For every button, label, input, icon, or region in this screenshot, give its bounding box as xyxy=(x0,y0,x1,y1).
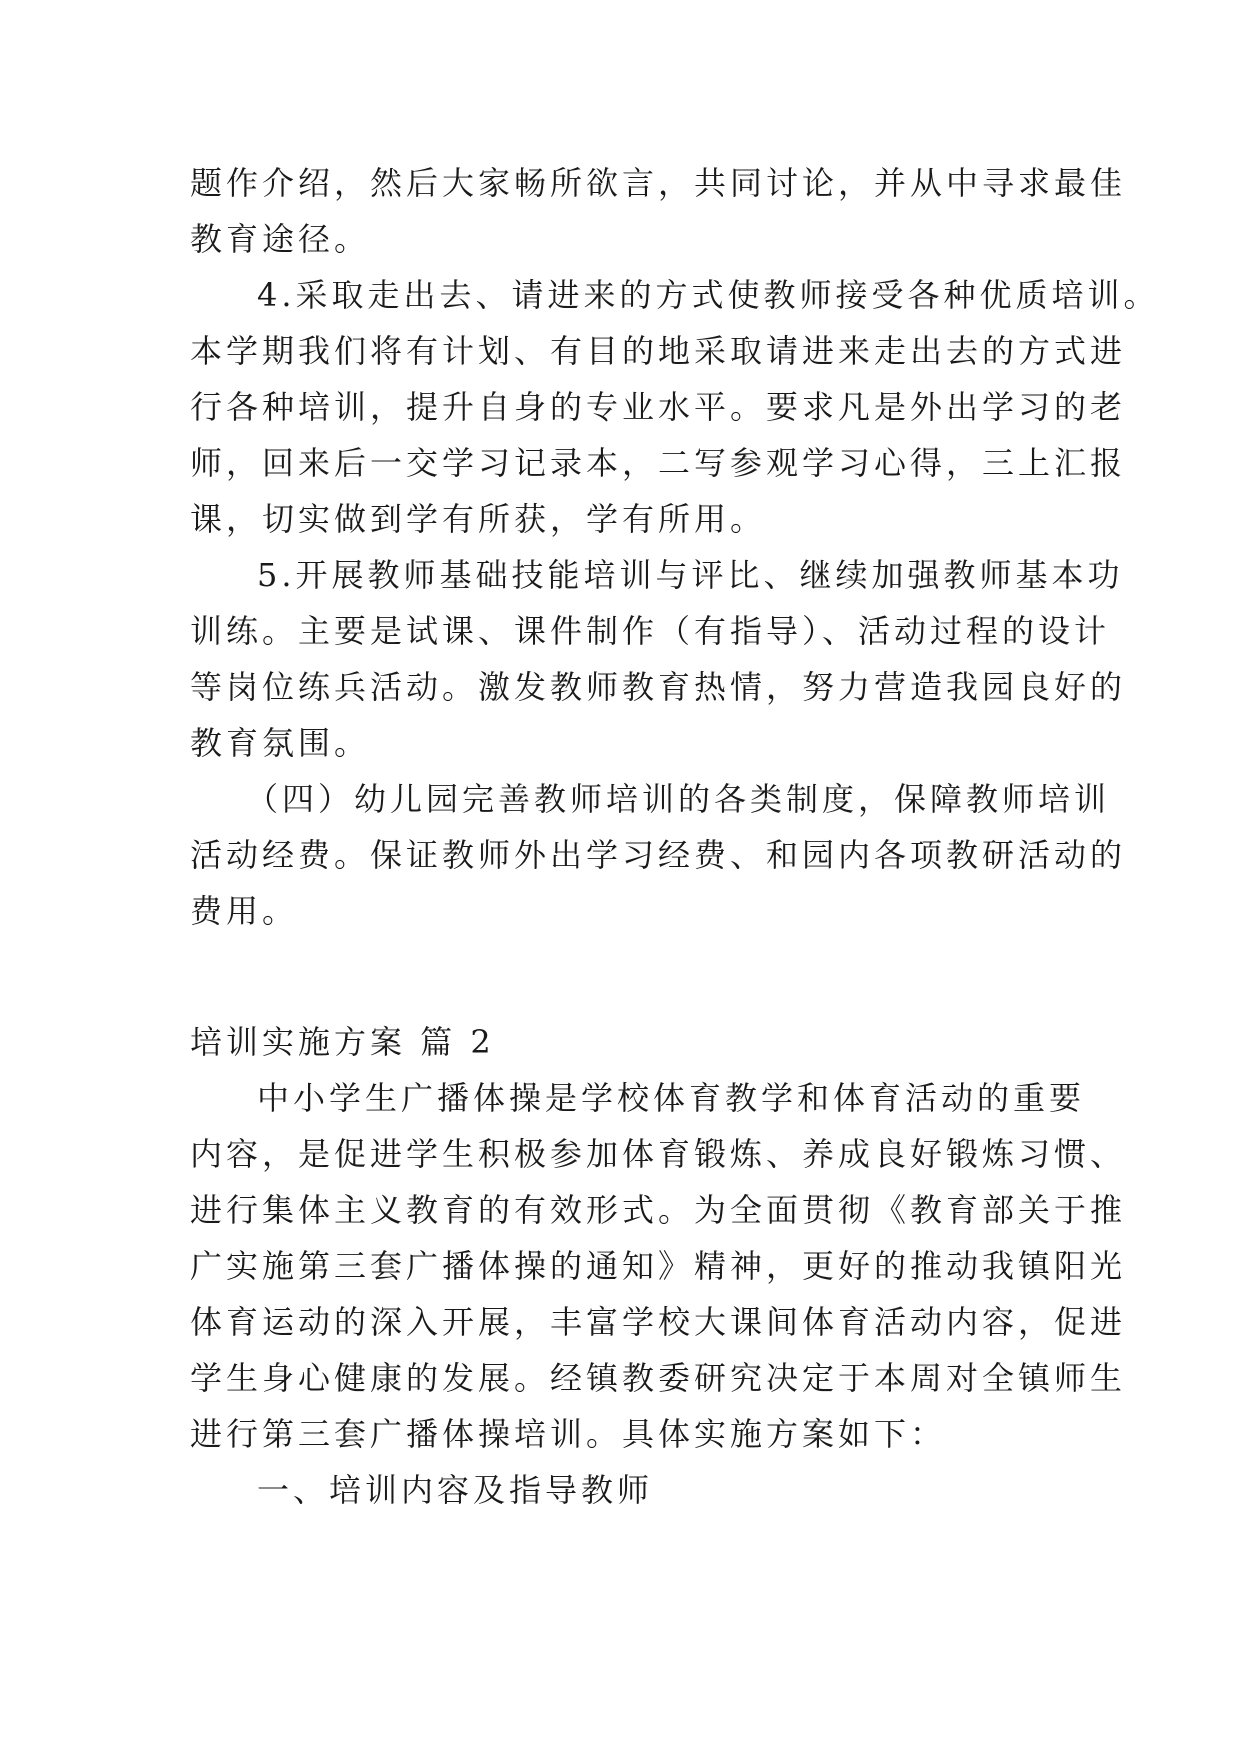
paragraph-line: 等岗位练兵活动。激发教师教育热情，努力营造我园良好的 xyxy=(190,668,1127,706)
paragraph-line: 学生身心健康的发展。经镇教委研究决定于本周对全镇师生 xyxy=(190,1359,1127,1397)
section-heading: 一、培训内容及指导教师 xyxy=(257,1471,654,1509)
paragraph-line: 费用。 xyxy=(190,892,299,930)
paragraph-line: 题作介绍，然后大家畅所欲言，共同讨论，并从中寻求最佳 xyxy=(190,164,1127,202)
paragraph-line: 课，切实做到学有所获，学有所用。 xyxy=(190,500,767,538)
paragraph-line: （四）幼儿园完善教师培训的各类制度，保障教师培训 xyxy=(246,780,1111,818)
paragraph-line: 行各种培训，提升自身的专业水平。要求凡是外出学习的老 xyxy=(190,388,1127,426)
paragraph-line: 教育途径。 xyxy=(190,220,371,258)
paragraph-line: 活动经费。保证教师外出学习经费、和园内各项教研活动的 xyxy=(190,836,1127,874)
paragraph-line: 5.开展教师基础技能培训与评比、继续加强教师基本功 xyxy=(257,556,1124,594)
paragraph-line: 内容，是促进学生积极参加体育锻炼、养成良好锻炼习惯、 xyxy=(190,1135,1127,1173)
paragraph-line: 4.采取走出去、请进来的方式使教师接受各种优质培训。 xyxy=(257,276,1160,314)
paragraph-line: 本学期我们将有计划、有目的地采取请进来走出去的方式进 xyxy=(190,332,1127,370)
paragraph-line: 进行第三套广播体操培训。具体实施方案如下： xyxy=(190,1415,947,1453)
paragraph-line: 体育运动的深入开展，丰富学校大课间体育活动内容，促进 xyxy=(190,1303,1127,1341)
paragraph-line: 中小学生广播体操是学校体育教学和体育活动的重要 xyxy=(257,1079,1086,1117)
paragraph-line: 训练。主要是试课、课件制作（有指导）、活动过程的设计 xyxy=(190,612,1111,650)
paragraph-line: 进行集体主义教育的有效形式。为全面贯彻《教育部关于推 xyxy=(190,1191,1127,1229)
section-title: 培训实施方案 篇 2 xyxy=(190,1023,495,1061)
paragraph-line: 广实施第三套广播体操的通知》精神，更好的推动我镇阳光 xyxy=(190,1247,1127,1285)
paragraph-line: 师，回来后一交学习记录本，二写参观学习心得，三上汇报 xyxy=(190,444,1127,482)
paragraph-line: 教育氛围。 xyxy=(190,724,371,762)
